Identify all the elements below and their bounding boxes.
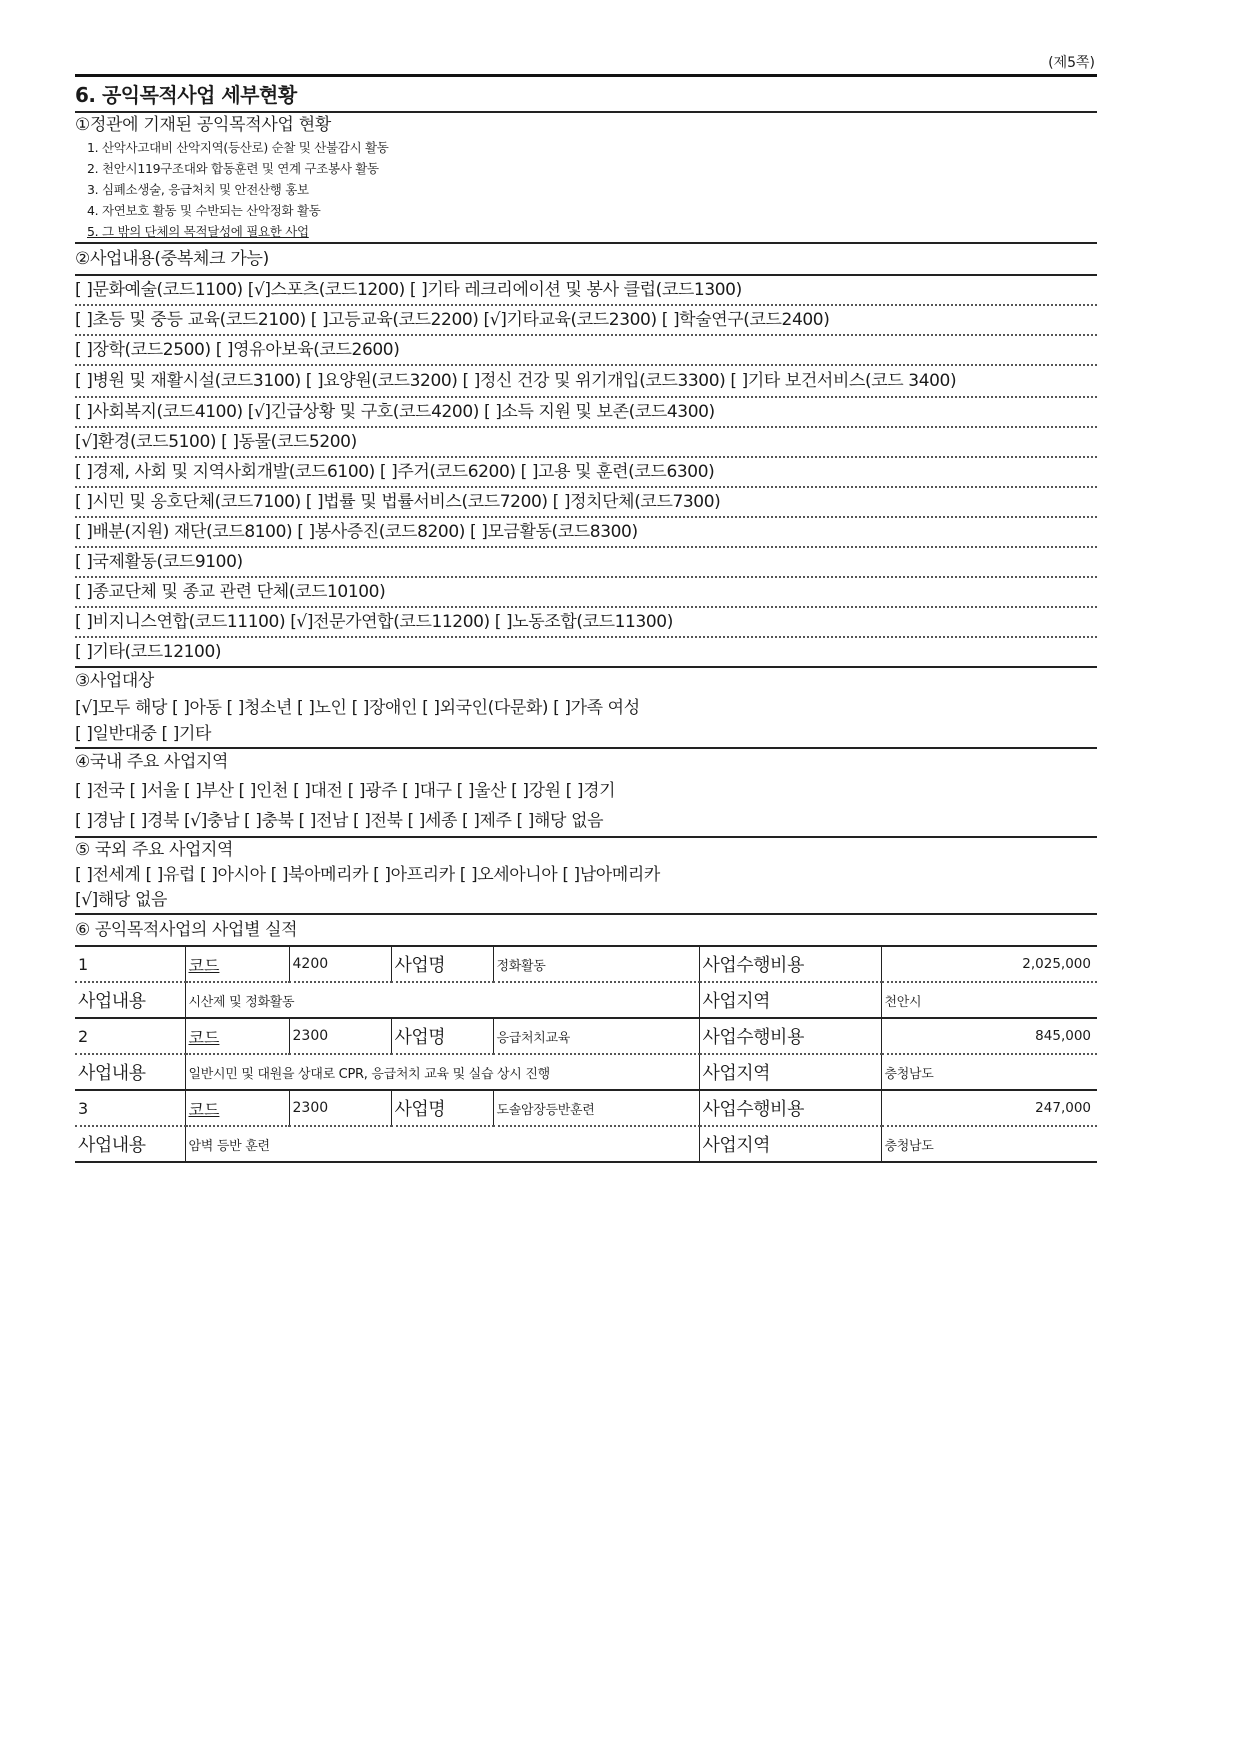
- category-row[interactable]: [ ]시민 및 옹호단체(코드7100) [ ]법률 및 법률서비스(코드7200) [ ]정치단체(코드7300): [75, 492, 721, 512]
- section-heading: ④국내 주요 사업지역: [75, 752, 229, 772]
- category-row[interactable]: [ ]장학(코드2500) [ ]영유아보육(코드2600): [75, 340, 400, 360]
- region-options-line[interactable]: [ ]전국 [ ]서울 [ ]부산 [ ]인천 [ ]대전 [ ]광주 [ ]대구 [ ]울산 [ ]강원 [ ]경기: [75, 781, 616, 801]
- cost-label: 사업수행비용: [699, 1018, 881, 1054]
- region-label: 사업지역: [699, 1126, 881, 1162]
- table-row: [75, 1054, 1097, 1090]
- overseas-options-line[interactable]: [ ]전세계 [ ]유럽 [ ]아시아 [ ]북아메리카 [ ]아프리카 [ ]오세아니아 [ ]남아메리카: [75, 865, 660, 885]
- category-row[interactable]: [ ]초등 및 중등 교육(코드2100) [ ]고등교육(코드2200) [√]기타교육(코드2300) [ ]학술연구(코드2400): [75, 310, 830, 330]
- section-articles-projects: [75, 113, 1097, 242]
- category-row[interactable]: [√]환경(코드5100) [ ]동물(코드5200): [75, 432, 357, 452]
- list-item: 3. 심폐소생술, 응급처치 및 안전산행 홍보: [87, 182, 309, 197]
- project-region: 천안시: [881, 982, 1097, 1018]
- project-region: 충청남도: [881, 1054, 1097, 1090]
- name-label: 사업명: [391, 946, 493, 982]
- table-row: [75, 982, 1097, 1018]
- project-name: 도솔암장등반훈련: [493, 1090, 699, 1126]
- code-label: 코드: [188, 1099, 220, 1119]
- project-code: 2300: [289, 1090, 391, 1126]
- content-label: 사업내용: [75, 1126, 185, 1162]
- overseas-options-line[interactable]: [√]해당 없음: [75, 890, 167, 910]
- section-target: [75, 668, 1097, 747]
- category-row[interactable]: [ ]경제, 사회 및 지역사회개발(코드6100) [ ]주거(코드6200) [ ]고용 및 훈련(코드6300): [75, 462, 715, 482]
- section-heading: ⑥ 공익목적사업의 사업별 실적: [75, 920, 298, 940]
- project-content: 일반시민 및 대원을 상대로 CPR, 응급처치 교육 및 실습 상시 진행: [185, 1054, 699, 1090]
- table-row: [75, 1018, 1097, 1054]
- project-content: 암벽 등반 훈련: [185, 1126, 699, 1162]
- project-cost: 845,000: [881, 1018, 1097, 1054]
- target-options-line[interactable]: [ ]일반대중 [ ]기타: [75, 724, 212, 744]
- code-label: 코드: [188, 1027, 220, 1047]
- project-code: 4200: [289, 946, 391, 982]
- project-code: 2300: [289, 1018, 391, 1054]
- category-row[interactable]: [ ]종교단체 및 종교 관련 단체(코드10100): [75, 582, 386, 602]
- section-heading: ①정관에 기재된 공익목적사업 현황: [75, 115, 331, 135]
- project-content: 시산제 및 정화활동: [185, 982, 699, 1018]
- project-region: 충청남도: [881, 1126, 1097, 1162]
- project-name: 응급처치교육: [493, 1018, 699, 1054]
- region-label: 사업지역: [699, 1054, 881, 1090]
- region-label: 사업지역: [699, 982, 881, 1018]
- category-row[interactable]: [ ]병원 및 재활시설(코드3100) [ ]요양원(코드3200) [ ]정신 건강 및 위기개입(코드3300) [ ]기타 보건서비스(코드 3400): [75, 371, 957, 391]
- section-heading: ③사업대상: [75, 671, 154, 691]
- list-item: 4. 자연보호 활동 및 수반되는 산악정화 활동: [87, 203, 321, 218]
- category-row[interactable]: [ ]기타(코드12100): [75, 642, 222, 662]
- page-number: (제5쪽): [1048, 55, 1095, 71]
- region-options-line[interactable]: [ ]경남 [ ]경북 [√]충남 [ ]충북 [ ]전남 [ ]전북 [ ]세종 [ ]제주 [ ]해당 없음: [75, 811, 604, 831]
- project-index: 1: [75, 946, 185, 982]
- category-row[interactable]: [ ]사회복지(코드4100) [√]긴급상황 및 구호(코드4200) [ ]소득 지원 및 보존(코드4300): [75, 402, 715, 422]
- list-item-text: 5. 그 밖의 단체의 목적달성에 필요한 사업: [87, 224, 309, 239]
- target-options-line[interactable]: [√]모두 해당 [ ]아동 [ ]청소년 [ ]노인 [ ]장애인 [ ]외국인(다문화) [ ]가족 여성: [75, 698, 640, 718]
- list-item: 1. 산악사고대비 산악지역(등산로) 순찰 및 산불감시 활동: [87, 140, 389, 155]
- content-label: 사업내용: [75, 982, 185, 1018]
- project-index: 2: [75, 1018, 185, 1054]
- document-page: [75, 52, 1097, 1163]
- list-item: 2. 천안시119구조대와 합동훈련 및 연계 구조봉사 활동: [87, 161, 379, 176]
- project-cost: 2,025,000: [881, 946, 1097, 982]
- list-item: [75, 221, 1097, 242]
- section-performance: [75, 915, 1097, 1163]
- section-overseas-region: [75, 838, 1097, 913]
- section-domestic-region: [75, 749, 1097, 836]
- category-row[interactable]: [ ]배분(지원) 재단(코드8100) [ ]봉사증진(코드8200) [ ]모금활동(코드8300): [75, 522, 638, 542]
- name-label: 사업명: [391, 1018, 493, 1054]
- performance-table: [75, 945, 1097, 1163]
- cost-label: 사업수행비용: [699, 1090, 881, 1126]
- code-label: 코드: [188, 955, 220, 975]
- page-title: 6. 공익목적사업 세부현황: [75, 83, 297, 107]
- table-row: [75, 1126, 1097, 1162]
- category-row[interactable]: [ ]국제활동(코드9100): [75, 552, 243, 572]
- project-index: 3: [75, 1090, 185, 1126]
- category-row[interactable]: [ ]문화예술(코드1100) [√]스포츠(코드1200) [ ]기타 레크리에이션 및 봉사 클럽(코드1300): [75, 280, 742, 300]
- project-name: 정화활동: [493, 946, 699, 982]
- name-label: 사업명: [391, 1090, 493, 1126]
- table-row: [75, 946, 1097, 982]
- table-row: [75, 1090, 1097, 1126]
- cost-label: 사업수행비용: [699, 946, 881, 982]
- section-business-content: [75, 244, 1097, 666]
- content-label: 사업내용: [75, 1054, 185, 1090]
- category-row[interactable]: [ ]비지니스연합(코드11100) [√]전문가연합(코드11200) [ ]노동조합(코드11300): [75, 612, 673, 632]
- section-heading: ⑤ 국외 주요 사업지역: [75, 840, 234, 860]
- section-heading: ②사업내용(중복체크 가능): [75, 249, 269, 269]
- project-cost: 247,000: [881, 1090, 1097, 1126]
